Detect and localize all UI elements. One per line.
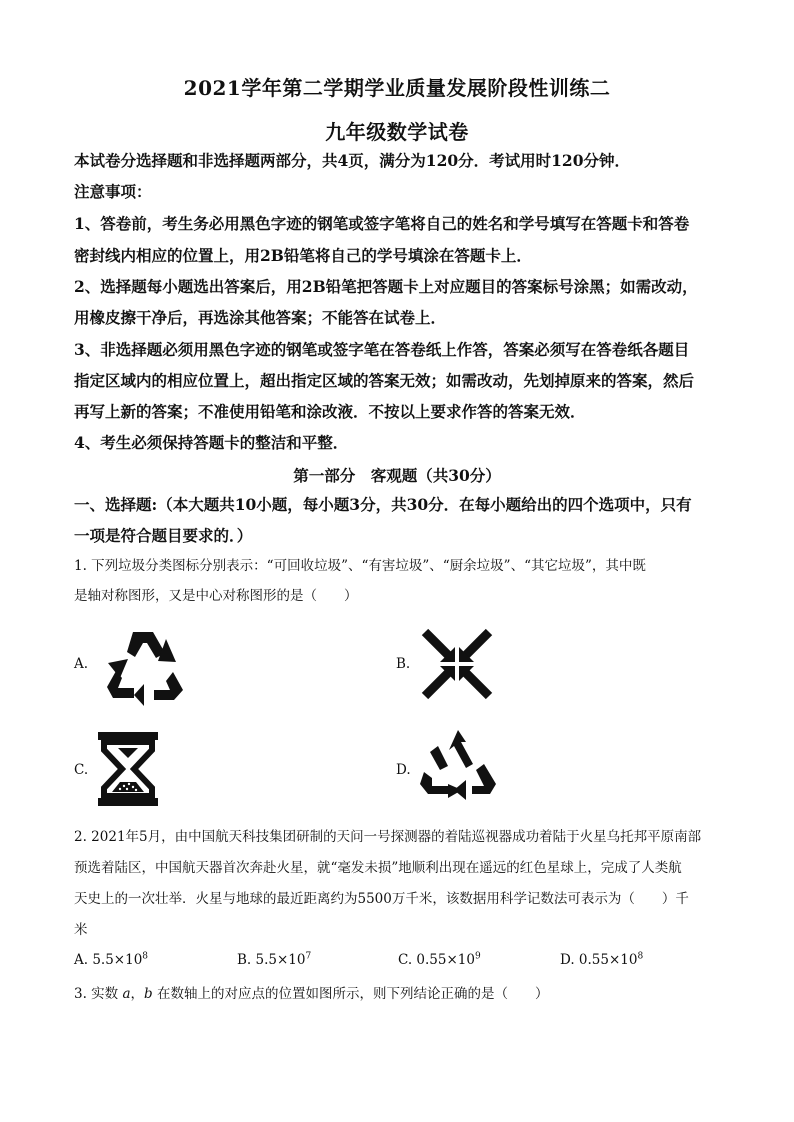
note-line: 2、选择题每小题选出答案后，用2B铅笔把答题卡上对应题目的答案标号涂黑；如需改动， [74,277,698,296]
triangle-arrows-icon [418,728,498,814]
section-heading: 一项是符合题目要求的．） [74,526,253,545]
choice-a: A. $5.5\times 10^8$ [74,951,149,968]
note-line: 指定区域内的相应位置上，超出指定区域的答案无效；如需改动，先划掉原来的答案，然后 [74,371,695,390]
note-line: 3、非选择题必须用黑色字迹的钢笔或签字笔在答卷纸上作答，答案必须写在答卷纸各题目 [74,340,690,359]
option-d-label: D. [396,762,411,778]
option-a-label: A. [74,656,89,672]
notes-title: 注意事项： [74,182,152,201]
question-2-text: 预选着陆区，中国航天器首次奔赴火星，就“毫发未损”地顺利出现在遥远的红色星球上，完成了人类航 [74,860,682,876]
part-title: 第一部分 客观题（共30分） [293,466,501,485]
question-1-text: 是轴对称图形，又是中心对称图形的是（ ） [74,588,358,604]
question-1-text: 1. 下列垃圾分类图标分别表示：“可回收垃圾”、“有害垃圾”、“厨余垃圾”、“其它垃圾”，其中既 [74,558,646,574]
exam-title: 2021学年第二学期学业质量发展阶段性训练二 [183,76,611,100]
exam-subtitle: 九年级数学试卷 [325,120,469,144]
note-line: 再写上新的答案；不准使用铅笔和涂改液．不按以上要求作答的答案无效． [74,402,586,421]
four-arrows-inward-icon [420,628,494,704]
question-2-text: 2. 2021年5月，由中国航天科技集团研制的天问一号探测器的着陆巡视器成功着陆于火星乌托邦平原南部 [74,829,702,845]
note-line: 用橡皮擦干净后，再选涂其他答案；不能答在试卷上． [74,308,447,327]
question-2-choices [74,952,734,974]
question-2-text: 天史上的一次壮举．火星与地球的最近距离约为5500万千米，该数据用科学记数法可表示为（ ）千 [74,891,689,907]
recycle-arrows-icon [98,626,188,710]
note-line: 1、答卷前，考生务必用黑色字迹的钢笔或签字笔将自己的姓名和学号填写在答题卡和答卷 [74,214,690,233]
exam-intro: 本试卷分选择题和非选择题两部分，共4页，满分为120分．考试用时120分钟． [74,151,630,170]
question-3-text: 3. 实数 a，b 在数轴上的对应点的位置如图所示，则下列结论正确的是（ ） [74,986,549,1002]
hourglass-icon [96,730,160,812]
question-2-text: 米 [74,922,88,938]
choice-d: D. $0.55\times 10^8$ [560,951,644,968]
section-heading: 一、选择题:（本大题共10小题，每小题3分，共30分．在每小题给出的四个选项中，只有 [74,495,692,514]
choice-b: B. $5.5\times 10^7$ [237,951,312,968]
choice-c: C. $0.55\times 10^9$ [398,951,481,968]
note-line: 4、考生必须保持答题卡的整洁和平整． [74,433,349,452]
option-c-label: C. [74,762,89,778]
note-line: 密封线内相应的位置上，用2B铅笔将自己的学号填涂在答题卡上． [74,246,532,265]
option-b-label: B. [396,656,411,672]
